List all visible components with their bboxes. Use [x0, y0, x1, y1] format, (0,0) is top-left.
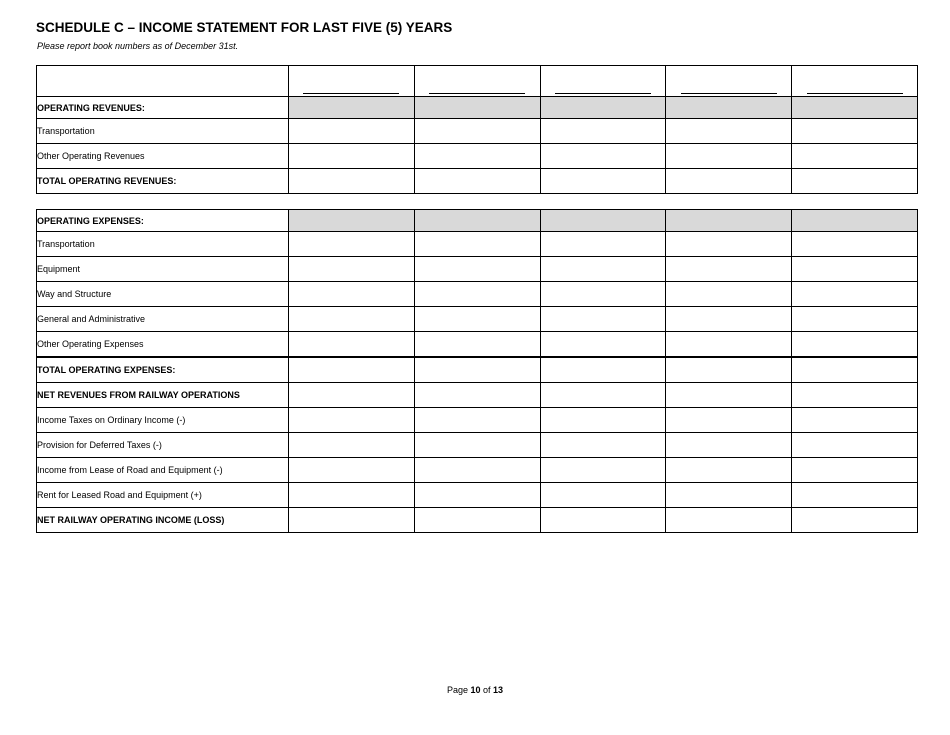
shaded-cell — [414, 210, 540, 232]
section-header-row — [37, 210, 918, 232]
operating-expenses-heading: OPERATING EXPENSES: — [37, 210, 289, 232]
year-2-header[interactable] — [414, 66, 540, 97]
row-label: Income from Lease of Road and Equipment (-) — [37, 458, 289, 483]
value-cell[interactable] — [289, 332, 415, 358]
shaded-cell — [540, 97, 666, 119]
value-cell[interactable] — [289, 282, 415, 307]
year-1-header[interactable] — [289, 66, 415, 97]
value-cell[interactable] — [414, 483, 540, 508]
table-row — [37, 119, 918, 144]
value-cell[interactable] — [414, 383, 540, 408]
net-income-row — [37, 508, 918, 533]
table-row — [37, 282, 918, 307]
table-row — [37, 408, 918, 433]
current-page-number: 10 — [470, 685, 481, 695]
value-cell[interactable] — [792, 408, 918, 433]
value-cell[interactable] — [540, 508, 666, 533]
value-cell[interactable] — [666, 433, 792, 458]
value-cell[interactable] — [414, 408, 540, 433]
value-cell[interactable] — [792, 508, 918, 533]
year-1-blank-line — [303, 86, 399, 94]
value-cell[interactable] — [792, 483, 918, 508]
value-cell[interactable] — [792, 433, 918, 458]
value-cell[interactable] — [792, 282, 918, 307]
value-cell[interactable] — [414, 232, 540, 257]
value-cell[interactable] — [289, 357, 415, 383]
table-row — [37, 433, 918, 458]
value-cell[interactable] — [666, 508, 792, 533]
value-cell[interactable] — [540, 119, 666, 144]
value-cell[interactable] — [792, 357, 918, 383]
net-revenues-row — [37, 383, 918, 408]
value-cell[interactable] — [289, 483, 415, 508]
value-cell[interactable] — [792, 232, 918, 257]
value-cell[interactable] — [414, 119, 540, 144]
total-operating-revenues-label: TOTAL OPERATING REVENUES: — [37, 169, 289, 194]
page-footer — [0, 685, 950, 695]
value-cell[interactable] — [666, 458, 792, 483]
value-cell[interactable] — [792, 383, 918, 408]
value-cell[interactable] — [540, 144, 666, 169]
row-label: Income Taxes on Ordinary Income (-) — [37, 408, 289, 433]
value-cell[interactable] — [414, 169, 540, 194]
table-row — [37, 144, 918, 169]
year-3-header[interactable] — [540, 66, 666, 97]
table-row — [37, 332, 918, 358]
net-revenues-label: NET REVENUES FROM RAILWAY OPERATIONS — [37, 383, 289, 408]
net-railway-operating-income-label: NET RAILWAY OPERATING INCOME (LOSS) — [37, 508, 289, 533]
page-title: SCHEDULE C – INCOME STATEMENT FOR LAST FIVE (5) YEARS — [36, 20, 453, 35]
value-cell[interactable] — [540, 332, 666, 358]
value-cell[interactable] — [666, 357, 792, 383]
year-5-header[interactable] — [792, 66, 918, 97]
value-cell[interactable] — [666, 332, 792, 358]
shaded-cell — [792, 97, 918, 119]
operating-revenues-heading: OPERATING REVENUES: — [37, 97, 289, 119]
row-label: Transportation — [37, 232, 289, 257]
of-word: of — [483, 685, 491, 695]
shaded-cell — [289, 210, 415, 232]
value-cell[interactable] — [540, 433, 666, 458]
row-label: Rent for Leased Road and Equipment (+) — [37, 483, 289, 508]
value-cell[interactable] — [792, 257, 918, 282]
value-cell[interactable] — [666, 232, 792, 257]
shaded-cell — [792, 210, 918, 232]
value-cell[interactable] — [289, 508, 415, 533]
value-cell[interactable] — [540, 458, 666, 483]
section-header-row — [37, 97, 918, 119]
value-cell[interactable] — [414, 357, 540, 383]
value-cell[interactable] — [289, 458, 415, 483]
total-pages-number: 13 — [493, 685, 504, 695]
row-label: Provision for Deferred Taxes (-) — [37, 433, 289, 458]
value-cell[interactable] — [666, 257, 792, 282]
value-cell[interactable] — [666, 282, 792, 307]
value-cell[interactable] — [289, 232, 415, 257]
value-cell[interactable] — [289, 307, 415, 332]
year-5-blank-line — [807, 86, 903, 94]
table-row — [37, 458, 918, 483]
row-label: Transportation — [37, 119, 289, 144]
year-2-blank-line — [429, 86, 525, 94]
shaded-cell — [414, 97, 540, 119]
header-label-cell — [37, 66, 289, 97]
row-label: Other Operating Expenses — [37, 332, 289, 358]
value-cell[interactable] — [666, 169, 792, 194]
value-cell[interactable] — [289, 433, 415, 458]
value-cell[interactable] — [289, 408, 415, 433]
value-cell[interactable] — [414, 458, 540, 483]
operating-revenues-table — [36, 65, 918, 194]
table-row — [37, 232, 918, 257]
shaded-cell — [540, 210, 666, 232]
value-cell[interactable] — [666, 119, 792, 144]
table-row — [37, 307, 918, 332]
year-4-header[interactable] — [666, 66, 792, 97]
value-cell[interactable] — [540, 483, 666, 508]
value-cell[interactable] — [792, 119, 918, 144]
value-cell[interactable] — [540, 282, 666, 307]
value-cell[interactable] — [666, 144, 792, 169]
value-cell[interactable] — [666, 408, 792, 433]
row-label: General and Administrative — [37, 307, 289, 332]
value-cell[interactable] — [540, 257, 666, 282]
value-cell[interactable] — [540, 383, 666, 408]
value-cell[interactable] — [540, 307, 666, 332]
year-3-blank-line — [555, 86, 651, 94]
value-cell[interactable] — [666, 307, 792, 332]
value-cell[interactable] — [666, 383, 792, 408]
shaded-cell — [666, 210, 792, 232]
year-4-blank-line — [681, 86, 777, 94]
value-cell[interactable] — [792, 144, 918, 169]
value-cell[interactable] — [289, 169, 415, 194]
value-cell[interactable] — [414, 508, 540, 533]
page-word: Page — [446, 685, 468, 695]
row-label: Other Operating Revenues — [37, 144, 289, 169]
value-cell[interactable] — [414, 332, 540, 358]
table-row — [37, 257, 918, 282]
year-header-row — [37, 66, 918, 97]
value-cell[interactable] — [792, 307, 918, 332]
row-label: Equipment — [37, 257, 289, 282]
value-cell[interactable] — [414, 282, 540, 307]
total-operating-expenses-label: TOTAL OPERATING EXPENSES: — [37, 357, 289, 383]
value-cell[interactable] — [289, 119, 415, 144]
value-cell[interactable] — [289, 144, 415, 169]
value-cell[interactable] — [414, 144, 540, 169]
total-row — [37, 169, 918, 194]
instructions-note: Please report book numbers as of December 31st. — [37, 41, 239, 51]
table-row — [37, 483, 918, 508]
value-cell[interactable] — [289, 257, 415, 282]
value-cell[interactable] — [792, 458, 918, 483]
value-cell[interactable] — [289, 383, 415, 408]
value-cell[interactable] — [414, 433, 540, 458]
value-cell[interactable] — [540, 169, 666, 194]
value-cell[interactable] — [414, 257, 540, 282]
total-row — [37, 357, 918, 383]
value-cell[interactable] — [540, 408, 666, 433]
value-cell[interactable] — [666, 483, 792, 508]
shaded-cell — [666, 97, 792, 119]
value-cell[interactable] — [540, 232, 666, 257]
value-cell[interactable] — [414, 307, 540, 332]
value-cell[interactable] — [540, 357, 666, 383]
value-cell[interactable] — [792, 332, 918, 358]
value-cell[interactable] — [792, 169, 918, 194]
shaded-cell — [289, 97, 415, 119]
row-label: Way and Structure — [37, 282, 289, 307]
operating-expenses-table — [36, 209, 918, 533]
